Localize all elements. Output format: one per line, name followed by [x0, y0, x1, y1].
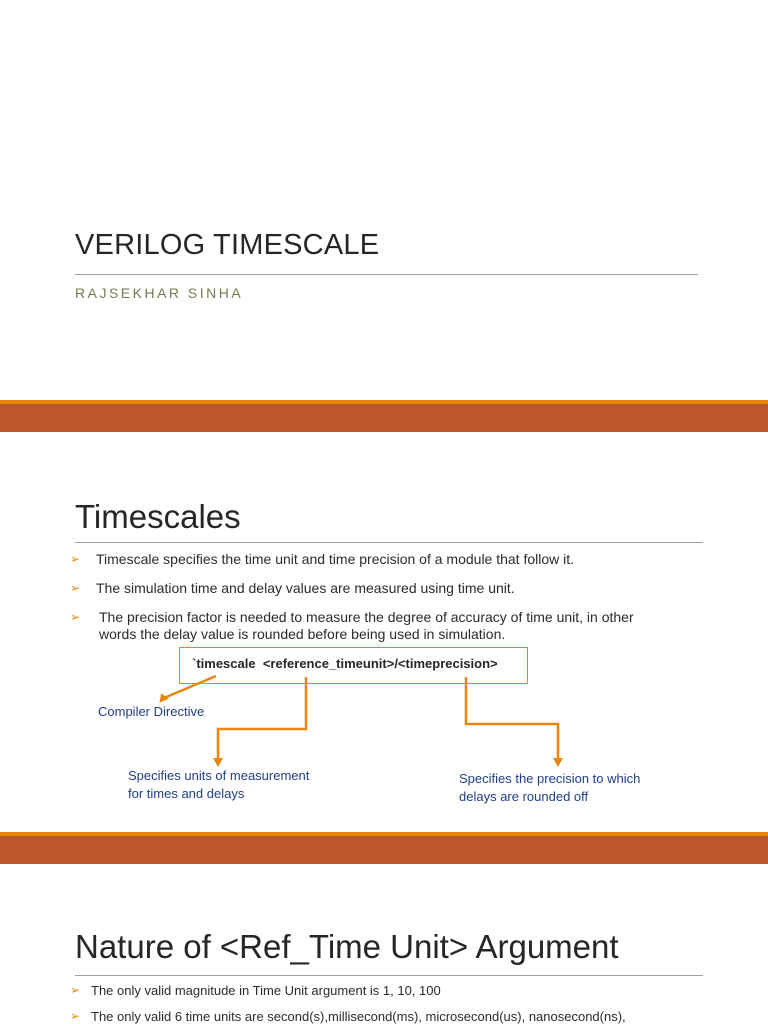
author-name: RAJSEKHAR SINHA [75, 285, 244, 301]
timescales-slide [0, 432, 768, 832]
heading-rule [75, 975, 703, 976]
list-item: ➢ The only valid 6 time units are second(s),millisecond(ms), microsecond(us), nanosecond(ns), [70, 1009, 626, 1024]
list-item: ➢ The only valid magnitude in Time Unit argument is 1, 10, 100 [70, 983, 441, 998]
list-item: ➢ The precision factor is needed to measure the degree of accuracy of time unit, in other words the delay value is rounded before being used in simulation. [70, 609, 634, 642]
arrow-compiler-directive [164, 676, 216, 698]
compiler-directive-label: Compiler Directive [98, 704, 205, 719]
slide-heading: Timescales [75, 498, 241, 535]
arrow-timeunit [218, 677, 306, 760]
timeunit-label-line2: for times and delays [128, 786, 245, 801]
list-item: ➢ Timescale specifies the time unit and time precision of a module that follow it. [70, 551, 575, 567]
arrowhead-bullet-icon: ➢ [70, 610, 81, 624]
precision-label-line1: Specifies the precision to which [459, 771, 641, 786]
list-item: ➢ The simulation time and delay values are measured using time unit. [70, 580, 515, 596]
bullet-list [70, 982, 720, 1024]
annotation-arrows [0, 432, 768, 832]
title-slide [0, 0, 768, 400]
ref-time-unit-slide [0, 864, 768, 1024]
slide-title: VERILOG TIMESCALE [75, 229, 380, 261]
timeunit-label-line1: Specifies units of measurement [128, 768, 310, 783]
precision-label-line2: delays are rounded off [459, 789, 589, 804]
slide-divider [0, 832, 768, 864]
arrowhead-bullet-icon: ➢ [70, 581, 81, 595]
slide-divider [0, 400, 768, 432]
arrowhead-bullet-icon: ➢ [70, 1009, 81, 1023]
slide-heading: Nature of <Ref_Time Unit> Argument [75, 928, 619, 965]
timescale-directive: `timescale <reference_timeunit>/<timeprecision> [192, 656, 498, 671]
arrow-precision [466, 677, 558, 760]
arrowhead-bullet-icon: ➢ [70, 552, 81, 566]
title-rule [75, 274, 698, 275]
arrowhead-bullet-icon: ➢ [70, 983, 81, 997]
